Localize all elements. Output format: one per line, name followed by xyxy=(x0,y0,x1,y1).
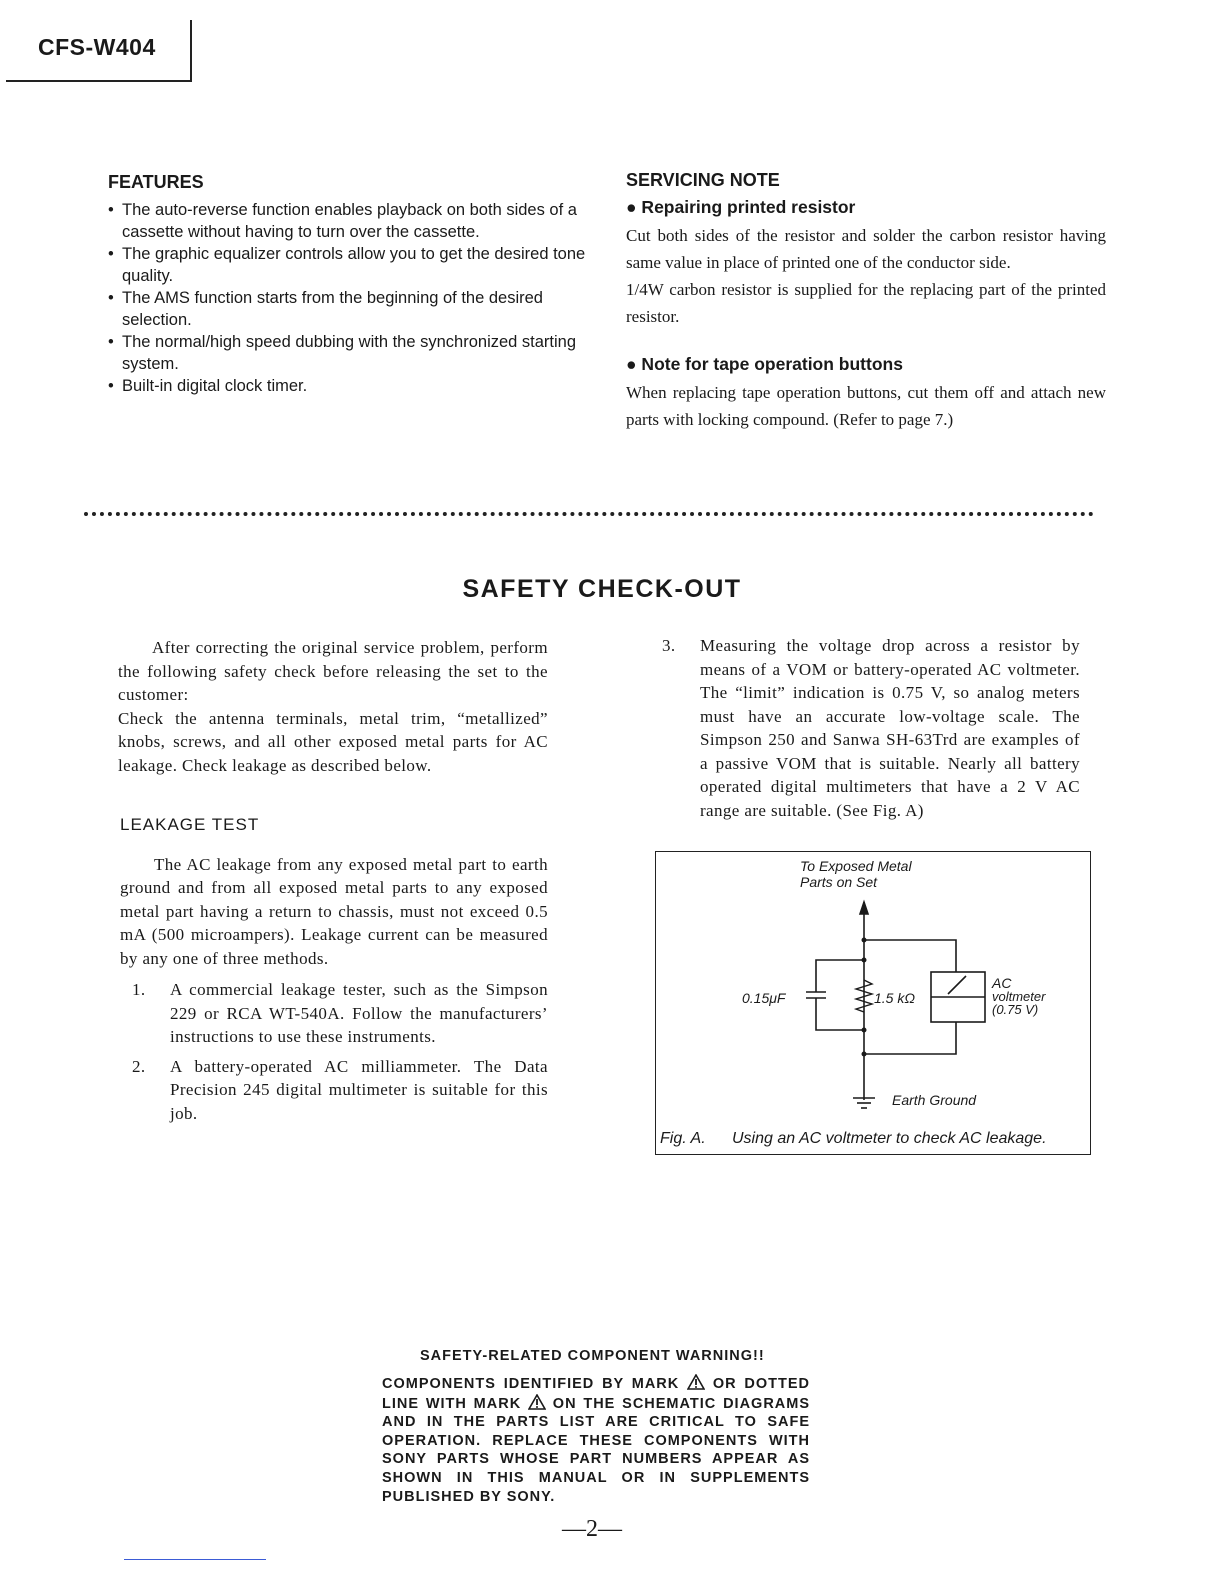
bullet: • xyxy=(108,245,114,263)
feature-item xyxy=(108,375,588,397)
safety-intro: After correcting the original service problem, perform the following safety check before releasing the set to the customer: xyxy=(118,638,548,704)
feature-text: Built-in digital clock timer. xyxy=(122,377,308,395)
footer-line xyxy=(124,1559,266,1560)
tape-heading: ● Note for tape operation buttons xyxy=(626,354,903,374)
header-rule-vertical xyxy=(190,20,192,82)
method-item xyxy=(118,1055,548,1126)
header-rule-horizontal xyxy=(6,80,192,82)
methods-list-continued xyxy=(660,634,1080,822)
top-label-1: To Exposed Metal xyxy=(800,858,912,874)
figure-a xyxy=(655,851,1091,1155)
resistor-text xyxy=(626,222,1106,330)
caption-number: Fig. A. xyxy=(660,1130,706,1147)
junction-dot xyxy=(862,1052,867,1057)
junction-dot xyxy=(862,1028,867,1033)
junction-dot xyxy=(862,958,867,963)
meter-label-3: (0.75 V) xyxy=(992,1002,1039,1017)
resistor-paragraph-1: Cut both sides of the resistor and solder the carbon resistor having same value in place of printed one of the conductor side. xyxy=(626,226,1106,272)
method-number: 1. xyxy=(132,980,146,999)
method-text: A commercial leakage tester, such as the Simpson 229 or RCA WT-540A. Follow the manufacturers’ instructions to use these instruments. xyxy=(170,980,548,1046)
method-text: Measuring the voltage drop across a resistor by means of a VOM or battery-operated AC voltmeter. The “limit” indication is 0.75 V, so analog meters must have an accurate low-voltage scale. The Simpson 250 and Sanwa SH-63Trd are examples of a passive VOM that is suitable. Nearly all battery operated digital multimeters that have a 2 V AC range are suitable. (See Fig. A) xyxy=(700,636,1080,820)
safety-right-column xyxy=(660,634,1080,828)
safety-intro-2: Check the antenna terminals, metal trim, “metallized” knobs, screws, and all other exposed metal parts for AC leakage. Check leakage as described below. xyxy=(118,708,548,775)
method-number: 2. xyxy=(132,1056,146,1076)
bullet: • xyxy=(108,289,114,307)
feature-item xyxy=(108,199,588,243)
warning-text-a: COMPONENTS IDENTIFIED BY MARK xyxy=(382,1376,680,1392)
features-list xyxy=(108,199,588,397)
ground-label: Earth Ground xyxy=(892,1092,977,1108)
dotted-divider xyxy=(84,512,1094,516)
page-number: —2— xyxy=(562,1516,622,1542)
servicing-section xyxy=(626,170,1106,433)
leakage-heading: LEAKAGE TEST xyxy=(120,815,260,834)
junction-dot xyxy=(862,938,867,943)
feature-item xyxy=(108,331,588,375)
feature-item xyxy=(108,243,588,287)
method-number: 3. xyxy=(662,636,676,655)
tape-text xyxy=(626,379,1106,433)
meter-label-1: AC xyxy=(992,975,1012,991)
top-label-2: Parts on Set xyxy=(800,874,878,890)
meter-label-2: voltmeter xyxy=(992,989,1046,1004)
tape-paragraph: When replacing tape operation buttons, cut them off and attach new parts with locking compound. (Refer to page 7.) xyxy=(626,383,1106,429)
warning-body xyxy=(382,1374,810,1506)
method-text: A battery-operated AC milliammeter. The Data Precision 245 digital multimeter is suitable for this job. xyxy=(170,1056,548,1123)
feature-text: The graphic equalizer controls allow you to get the desired tone quality. xyxy=(122,245,586,285)
leakage-paragraph: The AC leakage from any exposed metal part to earth ground and from all exposed metal parts to any exposed metal part having a return to chassis, must not exceed 0.5 mA (500 microampers). Leakage current can be measured by any one of three methods. xyxy=(120,854,548,968)
features-section xyxy=(108,172,588,397)
resistor-label: 1.5 kΩ xyxy=(874,990,916,1006)
figure-caption: Using an AC voltmeter to check AC leakage. xyxy=(732,1130,1047,1147)
feature-text: The normal/high speed dubbing with the synchronized starting system. xyxy=(122,333,577,373)
feature-text: The AMS function starts from the beginning of the desired selection. xyxy=(122,289,543,329)
circuit-diagram xyxy=(656,852,1090,1154)
method-item xyxy=(660,634,1080,822)
safety-title: SAFETY CHECK-OUT xyxy=(462,575,742,603)
methods-list xyxy=(118,978,548,1125)
feature-text: The auto-reverse function enables playback on both sides of a cassette without having to turn over the cassette. xyxy=(122,201,577,241)
warning-mark-icon xyxy=(528,1394,546,1410)
features-title: FEATURES xyxy=(108,172,204,192)
feature-item xyxy=(108,287,588,331)
warning-text-c: ON THE SCHEMATIC DIAGRAMS AND IN THE PARTS LIST ARE CRITICAL TO SAFE OPERATION. REPLACE THESE COMPONENTS WITH SONY PARTS WHOSE PART NUMBERS APPEAR AS SHOWN IN THIS MANUAL OR IN SUPPLEMENTS PUBLISHED BY SONY. xyxy=(382,1395,811,1505)
bullet: • xyxy=(108,201,114,219)
resistor-paragraph-2: 1/4W carbon resistor is supplied for the replacing part of the printed resistor. xyxy=(626,280,1106,326)
resistor-heading: ● Repairing printed resistor xyxy=(626,197,856,217)
model-number: CFS-W404 xyxy=(38,34,156,60)
bullet: • xyxy=(108,377,114,395)
servicing-title: SERVICING NOTE xyxy=(626,170,780,190)
capacitor-label: 0.15μF xyxy=(742,990,786,1006)
warning-mark-icon xyxy=(687,1374,705,1390)
method-item xyxy=(118,978,548,1049)
warning-text-b: OR DOTTED LINE WITH MARK xyxy=(382,1376,810,1412)
bullet: • xyxy=(108,333,114,351)
safety-left-column xyxy=(118,636,548,1131)
warning-title: SAFETY-RELATED COMPONENT WARNING!! xyxy=(420,1348,765,1364)
